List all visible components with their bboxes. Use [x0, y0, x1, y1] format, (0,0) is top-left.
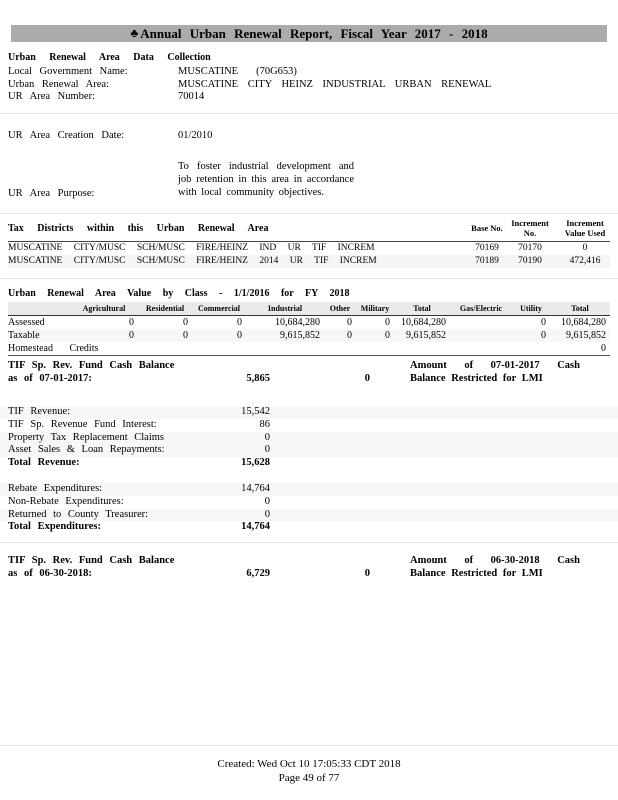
- closing-balance-row: [0, 551, 618, 583]
- local-government-label: Local Government Name:: [8, 66, 128, 77]
- local-government-value: MUSCATINE: [178, 66, 239, 77]
- rebate-expenditures-value: 14,764: [241, 482, 270, 494]
- tif-interest-value: 86: [259, 418, 270, 430]
- ur-area-creation-date-label: UR Area Creation Date:: [8, 129, 125, 141]
- total-expenditures-row: [0, 521, 618, 534]
- opening-balance-label-line1: TIF Sp. Rev. Fund Cash Balance: [8, 360, 175, 371]
- rebate-expenditures-row: [0, 483, 618, 496]
- urban-renewal-area-label: Urban Renewal Area:: [8, 78, 109, 90]
- ur-area-creation-date-row: [0, 130, 618, 143]
- row-label-column: [8, 304, 70, 313]
- value-by-class-table: [8, 302, 610, 356]
- homestead-credits-label: Homestead Credits: [8, 343, 99, 354]
- base-no-value: 70169: [475, 243, 499, 253]
- club-icon: ♣: [130, 26, 139, 40]
- taxable-other: 0: [347, 330, 352, 341]
- industrial-column-header: Industrial: [267, 304, 303, 313]
- taxable-utility: 0: [541, 330, 546, 341]
- non-rebate-expenditures-label: Non-Rebate Expenditures:: [8, 495, 124, 507]
- ur-area-number-value: 70014: [178, 91, 205, 102]
- taxable-gas-electric: [450, 329, 512, 342]
- assessed-industrial: 10,684,280: [275, 317, 320, 328]
- opening-balance-restricted-amount: 0: [364, 372, 370, 384]
- returned-to-county-label: Returned to County Treasurer:: [8, 508, 149, 520]
- tif-revenue-label: TIF Revenue:: [8, 406, 71, 417]
- property-tax-replacement-row: [0, 432, 618, 445]
- taxable-military: 0: [385, 330, 390, 341]
- tif-interest-row: [0, 419, 618, 432]
- value-by-class-heading: Urban Renewal Area Value by Class - 1/1/2016 for FY 2018: [8, 288, 350, 299]
- urban-renewal-area-value: MUSCATINE CITY HEINZ INDUSTRIAL URBAN RENEWAL: [178, 78, 492, 90]
- non-rebate-expenditures-value: 0: [264, 495, 270, 507]
- urban-renewal-area-row: [0, 79, 618, 92]
- ur-area-number-row: [0, 91, 618, 104]
- military-column-header: Military: [360, 304, 390, 313]
- section-divider: [0, 113, 618, 114]
- taxable-commercial: 0: [237, 330, 242, 341]
- returned-to-county-row: [0, 509, 618, 522]
- assessed-row-label: Assessed: [8, 317, 45, 328]
- gas-electric-column-header: Gas/Electric: [459, 304, 503, 313]
- ur-area-purpose-label: UR Area Purpose:: [8, 188, 95, 199]
- total-revenue-row: [0, 457, 618, 470]
- assessed-residential: 0: [183, 317, 188, 328]
- base-no-value: 70189: [475, 256, 499, 266]
- closing-balance-label: [8, 555, 178, 580]
- tax-districts-heading: Tax Districts within this Urban Renewal Area: [8, 223, 269, 234]
- tif-revenue-value: 15,542: [241, 406, 270, 417]
- assessed-total: 10,684,280: [401, 317, 446, 328]
- tax-districts-header: [8, 214, 610, 242]
- closing-balance-restricted-amount: 0: [364, 567, 370, 579]
- closing-balance-label-line1: TIF Sp. Rev. Fund Cash Balance: [8, 555, 175, 567]
- grand-total-column-header: Total: [571, 304, 589, 313]
- ur-area-creation-date-value: 01/2010: [178, 129, 213, 141]
- local-government-row: [0, 66, 618, 79]
- taxable-agricultural: 0: [129, 330, 134, 341]
- tax-district-name: MUSCATINE CITY/MUSC SCH/MUSC FIRE/HEINZ IND UR TIF INCREM: [8, 243, 375, 253]
- ur-area-number-label: UR Area Number:: [8, 91, 95, 102]
- taxable-total: 9,615,852: [406, 330, 446, 341]
- non-rebate-expenditures-row: [0, 496, 618, 509]
- total-expenditures-value: 14,764: [241, 521, 270, 533]
- tax-district-row: [8, 242, 610, 255]
- taxable-grand-total: 9,615,852: [566, 330, 606, 341]
- report-title-bar: [11, 25, 607, 42]
- value-by-class-column-headers: [8, 302, 610, 316]
- closing-balance-amount: 6,729: [246, 567, 270, 579]
- assessed-utility: 0: [541, 317, 546, 328]
- taxable-row: [8, 329, 610, 342]
- ur-area-purpose-text: To foster industrial development and job retention in this area in accordance with local community objectives.: [178, 161, 354, 198]
- closing-balance-lmi-note: Amount of 06-30-2018 Cash Balance Restricted for LMI: [410, 555, 580, 579]
- assessed-row: [8, 316, 610, 329]
- increment-value-used-value: 472,416: [569, 256, 601, 266]
- commercial-column-header: Commercial: [197, 304, 241, 313]
- opening-balance-amount: 5,865: [246, 372, 270, 384]
- property-tax-replacement-value: 0: [264, 431, 270, 443]
- increment-value-used-value: 0: [582, 243, 588, 253]
- increment-no-value: 70170: [518, 243, 542, 253]
- residential-column-header: Residential: [145, 304, 185, 313]
- opening-balance-row: [0, 356, 618, 388]
- assessed-commercial: 0: [237, 317, 242, 328]
- report-title: Annual Urban Renewal Report, Fiscal Year 2017 - 2018: [140, 25, 488, 41]
- opening-balance-label: [8, 360, 178, 385]
- closing-balance-label-line2: as of 06-30-2018:: [8, 567, 92, 579]
- total-revenue-label: Total Revenue:: [8, 457, 80, 469]
- rebate-expenditures-label: Rebate Expenditures:: [8, 482, 103, 494]
- page-footer: [0, 745, 618, 785]
- assessed-other: 0: [347, 317, 352, 328]
- local-government-code: (70G653): [256, 66, 297, 77]
- total-column-header: Total: [413, 304, 431, 313]
- other-column-header: Other: [329, 304, 351, 313]
- increment-no-column-header: Increment No.: [511, 218, 549, 238]
- taxable-industrial: 9,615,852: [280, 330, 320, 341]
- assessed-gas-electric: [450, 316, 512, 329]
- data-collection-heading: Urban Renewal Area Data Collection: [8, 52, 211, 63]
- base-no-column-header: Base No.: [471, 222, 503, 233]
- spacer: [0, 470, 618, 483]
- tax-district-name: MUSCATINE CITY/MUSC SCH/MUSC FIRE/HEINZ 2014 UR TIF INCREM: [8, 256, 377, 266]
- agricultural-column-header: Agricultural: [82, 304, 126, 313]
- asset-sales-label: Asset Sales & Loan Repayments:: [8, 444, 165, 456]
- opening-balance-label-line2: as of 07-01-2017:: [8, 372, 92, 384]
- assessed-grand-total: 10,684,280: [561, 317, 606, 328]
- page-number: Page 49 of 77: [278, 772, 340, 784]
- homestead-credits-row: [8, 342, 610, 355]
- tif-revenue-row: [0, 406, 618, 419]
- ur-area-purpose-row: [0, 160, 618, 199]
- tax-districts-table: [8, 214, 610, 268]
- section-divider: [0, 542, 618, 543]
- increment-no-value: 70190: [518, 256, 542, 266]
- utility-column-header: Utility: [520, 304, 542, 313]
- tax-district-row: [8, 255, 610, 268]
- returned-to-county-value: 0: [264, 508, 270, 520]
- total-revenue-value: 15,628: [241, 457, 270, 469]
- opening-balance-lmi-note: Amount of 07-01-2017 Cash Balance Restricted for LMI: [410, 360, 580, 384]
- increment-value-used-column-header: Increment Value Used: [564, 218, 606, 238]
- homestead-credits-value: 0: [601, 343, 606, 354]
- spacer: [0, 388, 618, 406]
- assessed-agricultural: 0: [129, 317, 134, 328]
- section-divider: [0, 278, 618, 279]
- taxable-row-label: Taxable: [8, 330, 40, 341]
- taxable-residential: 0: [183, 330, 188, 341]
- total-expenditures-label: Total Expenditures:: [8, 521, 101, 533]
- asset-sales-row: [0, 444, 618, 457]
- asset-sales-value: 0: [264, 444, 270, 456]
- assessed-military: 0: [385, 317, 390, 328]
- property-tax-replacement-label: Property Tax Replacement Claims: [8, 431, 164, 443]
- tif-interest-label: TIF Sp. Revenue Fund Interest:: [8, 418, 157, 430]
- created-timestamp: Created: Wed Oct 10 17:05:33 CDT 2018: [217, 758, 401, 770]
